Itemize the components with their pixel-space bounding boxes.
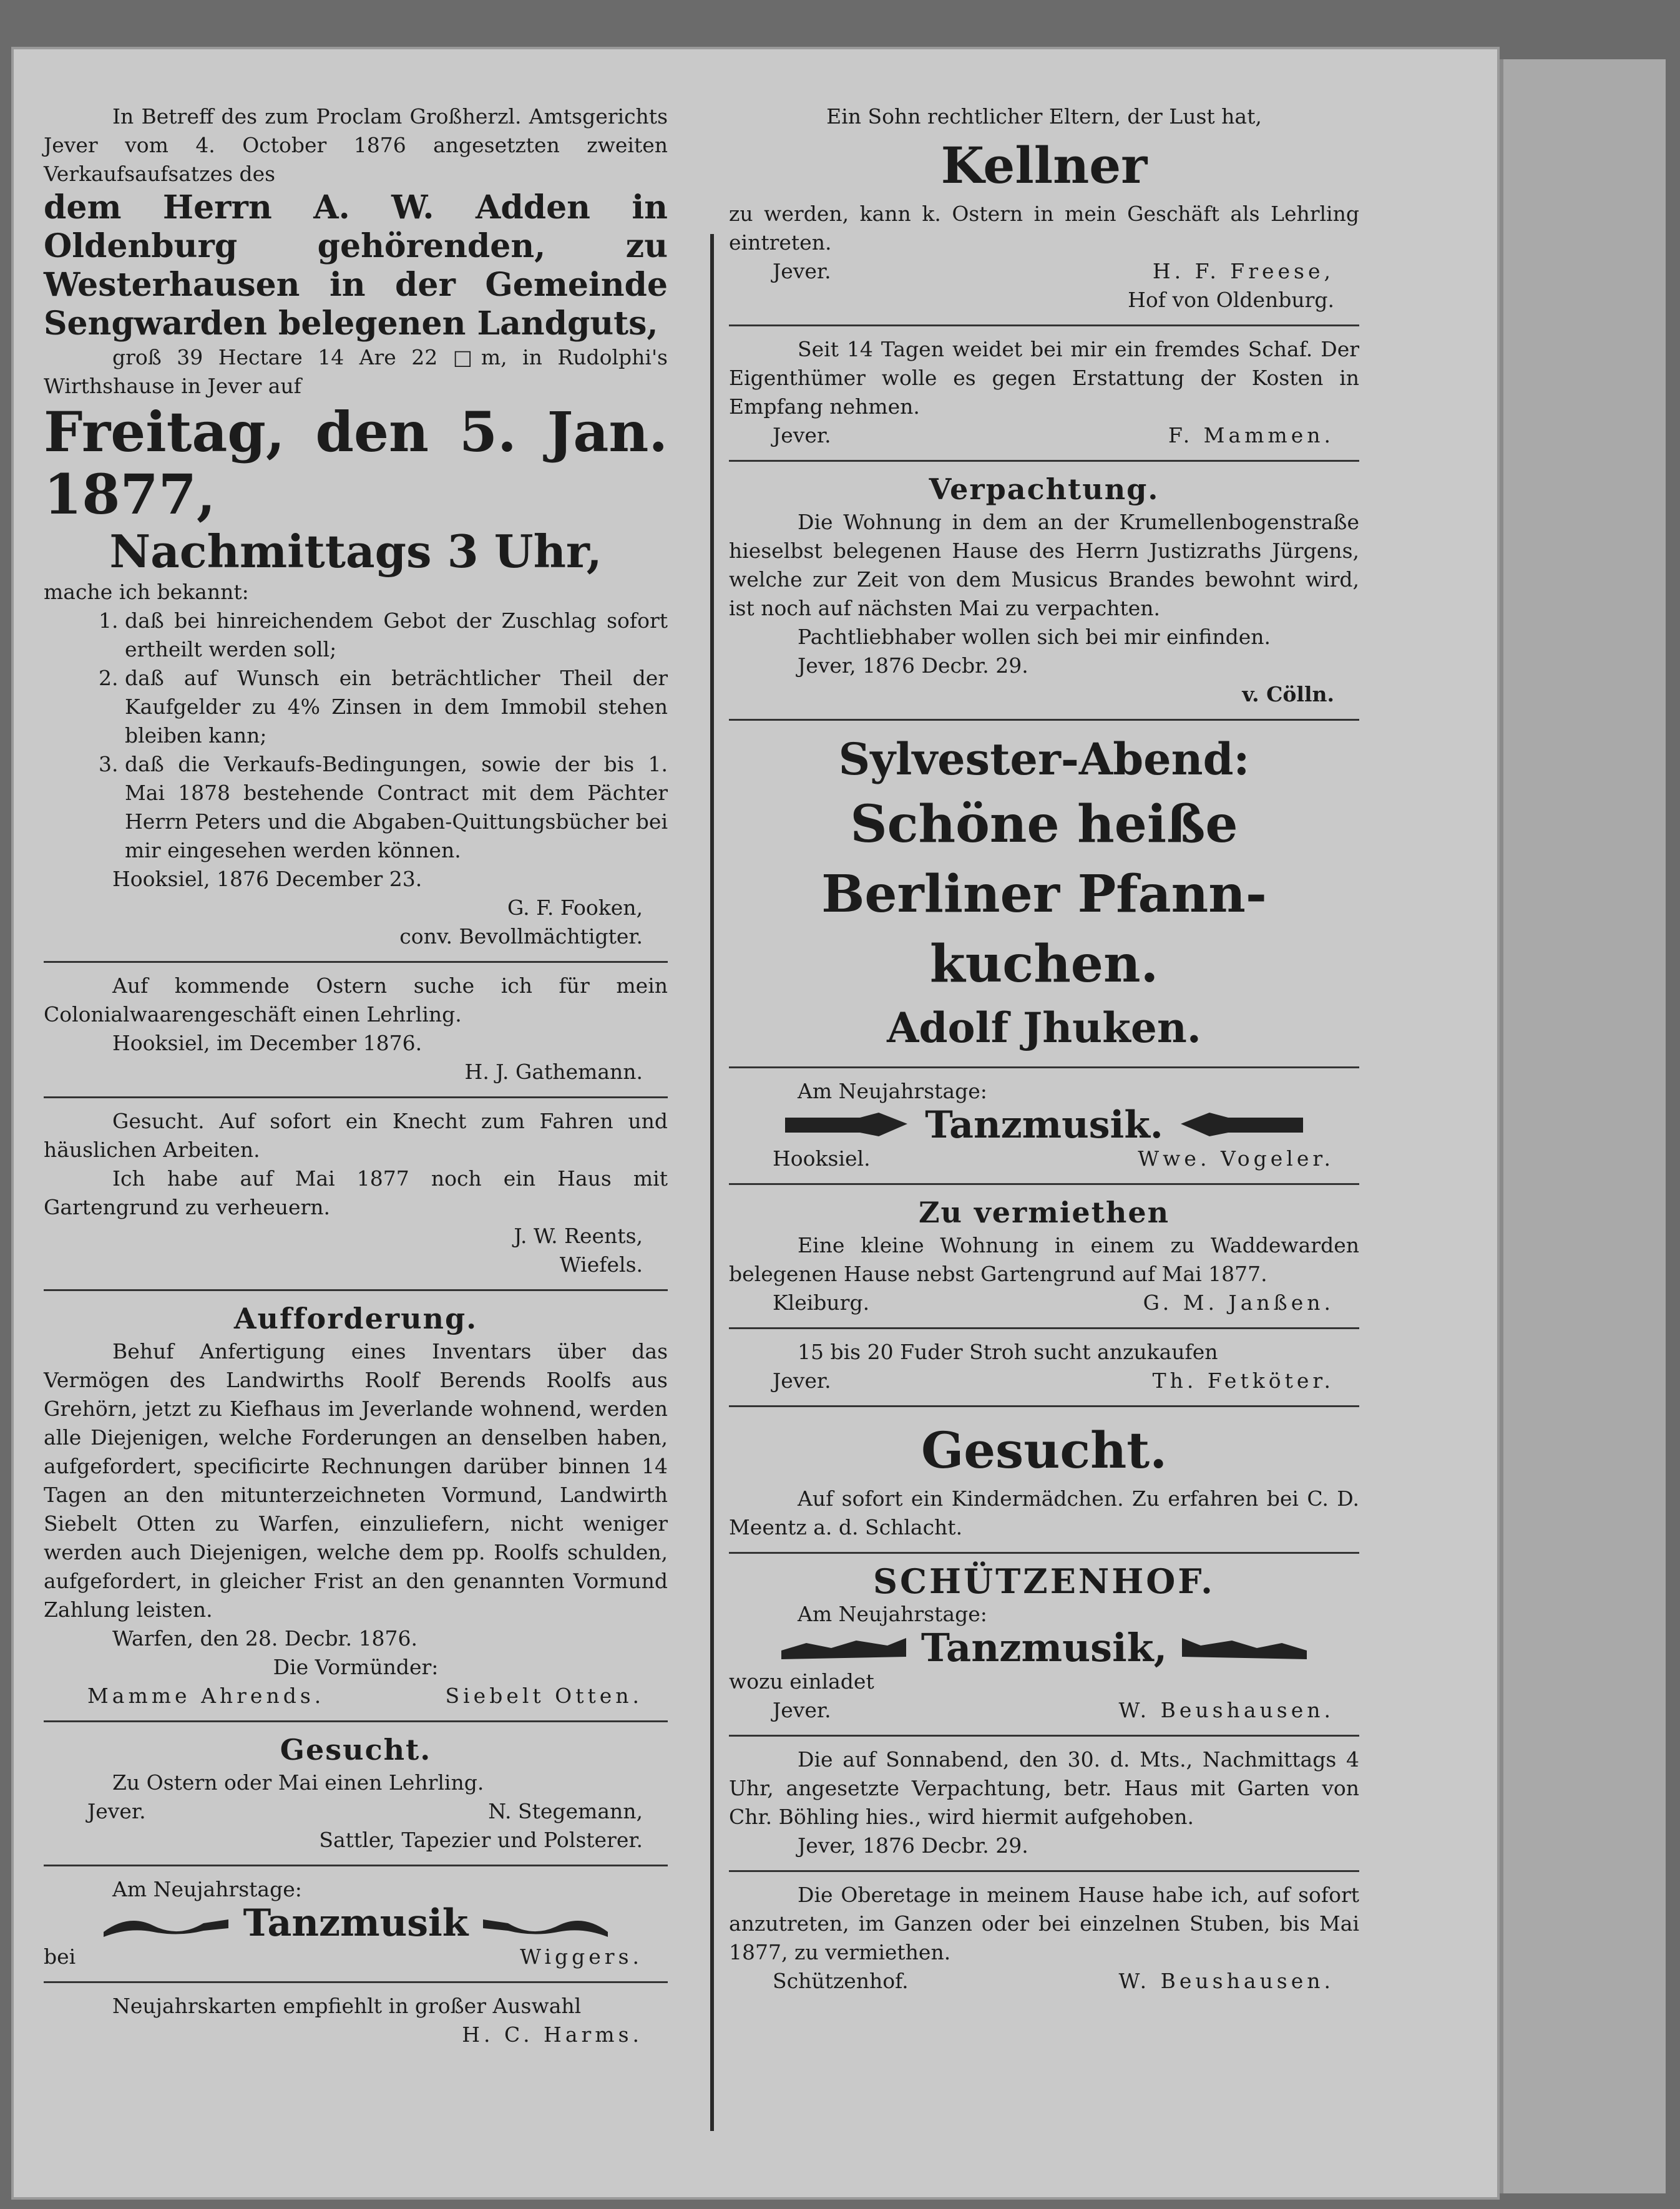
ad-by: wozu einladet bbox=[729, 1669, 874, 1694]
pointing-hand-right-icon bbox=[785, 1109, 910, 1141]
conditions-list bbox=[44, 607, 668, 865]
signature: v. Cölln. bbox=[1242, 682, 1334, 706]
signature-row bbox=[729, 257, 1359, 286]
ad-text: Pachtliebhaber wollen sich bei mir einfinden. bbox=[798, 625, 1271, 649]
ad-sylvester bbox=[729, 721, 1359, 1068]
signature: Wiggers. bbox=[520, 1944, 643, 1969]
auction-time: Nachmittags 3 Uhr, bbox=[109, 525, 602, 578]
tanzmusik-title: Tanzmusik bbox=[243, 1901, 469, 1945]
signature: Adolf Jhuken. bbox=[887, 1003, 1201, 1052]
ad-zu-vermiethen bbox=[729, 1185, 1359, 1329]
tanzmusik-title: Tanzmusik. bbox=[925, 1103, 1163, 1147]
ad-heading: Verpachtung. bbox=[929, 472, 1160, 506]
signature: Mamme Ahrends. bbox=[87, 1684, 325, 1708]
ad-text: Die Wohnung in dem an der Krumellenbogenstraße hieselbst belegenen Hause des Herrn Justizraths Jürgens, welche zur Zeit von dem Musicus Brandes bewohnt wird, ist noch auf nächsten Mai zu verpachten. bbox=[729, 510, 1359, 620]
ad-text: Zu Ostern oder Mai einen Lehrling. bbox=[112, 1770, 484, 1795]
ad-text: Die auf Sonnabend, den 30. d. Mts., Nachmittags 4 Uhr, angesetzte Verpachtung, betr. Haus mit Garten von Chr. Böhling hies., wird hiermit aufgehoben. bbox=[729, 1747, 1359, 1829]
ad-stroh bbox=[729, 1329, 1359, 1407]
ad-kindermaedchen bbox=[729, 1407, 1359, 1554]
signature-place: Wiefels. bbox=[559, 1252, 643, 1277]
signature: J. W. Reents, bbox=[514, 1224, 643, 1248]
tanzmusik-banner bbox=[729, 1103, 1359, 1147]
announce-text: mache ich bekannt: bbox=[44, 580, 249, 604]
ad-aufforderung bbox=[44, 1291, 668, 1722]
signature: Siebelt Otten. bbox=[445, 1684, 643, 1708]
right-column bbox=[729, 94, 1359, 2006]
ad-verpachtung-aufgehoben bbox=[729, 1737, 1359, 1872]
signature-row bbox=[44, 1797, 668, 1826]
ad-heading: Gesucht. bbox=[280, 1733, 432, 1767]
signature: F. Mammen. bbox=[1168, 423, 1334, 447]
ad-line: kuchen. bbox=[929, 934, 1159, 994]
ad-size: groß 39 Hectare 14 Are 22 □m, in Rudolphi's Wirthshause in Jever auf bbox=[44, 345, 668, 398]
signature: G. M. Janßen. bbox=[1143, 1290, 1334, 1315]
ad-heading: Zu vermiethen bbox=[918, 1196, 1170, 1229]
signature-title: Sattler, Tapezier und Polsterer. bbox=[319, 1828, 643, 1852]
ad-place-date: Jever, 1876 Decbr. 29. bbox=[798, 653, 1028, 678]
ad-heading: Aufforderung. bbox=[233, 1302, 478, 1335]
ad-title: Gesucht. bbox=[921, 1421, 1168, 1480]
ad-place: Jever. bbox=[773, 1368, 831, 1393]
signature-title: conv. Bevollmächtigter. bbox=[399, 924, 643, 948]
signature: H. J. Gathemann. bbox=[464, 1060, 643, 1084]
ornament-right-icon bbox=[1182, 1632, 1307, 1664]
list-item: 3. daß die Verkaufs-Bedingungen, sowie der bis 1. Mai 1878 bestehende Contract mit dem Pächter Herrn Peters und die Abgaben-Quittungsbücher bei mir eingesehen werden können. bbox=[125, 750, 668, 865]
auction-date: Freitag, den 5. Jan. 1877, bbox=[44, 399, 668, 527]
ad-schaf bbox=[729, 326, 1359, 462]
ad-text: Gesucht. Auf sofort ein Knecht zum Fahren und häuslichen Arbeiten. bbox=[44, 1109, 668, 1162]
ad-text: Die Oberetage in meinem Hause habe ich, auf sofort anzutreten, im Ganzen oder bei einzelnen Stuben, bis Mai 1877, zu vermiethen. bbox=[729, 1883, 1359, 1964]
ad-tanzmusik-wiggers bbox=[44, 1866, 668, 1983]
ad-place-date: Hooksiel, 1876 December 23. bbox=[112, 867, 422, 891]
ad-neujahrskarten bbox=[44, 1983, 668, 2059]
guardians-label: Die Vormünder: bbox=[273, 1655, 439, 1679]
ad-pre: Am Neujahrstage: bbox=[798, 1079, 987, 1103]
ad-place: Jever. bbox=[773, 423, 831, 447]
ad-title: Kellner bbox=[940, 136, 1148, 195]
ad-place: Hooksiel. bbox=[773, 1146, 871, 1171]
ad-place: Jever. bbox=[87, 1799, 146, 1823]
list-item: 2. daß auf Wunsch ein beträchtlicher Theil der Kaufgelder zu 4% Zinsen in dem Immobil stehen bleiben kann; bbox=[125, 664, 668, 750]
ad-place: Schützenhof. bbox=[773, 1969, 909, 1993]
ad-verpachtung bbox=[729, 462, 1359, 721]
ornament-right-icon bbox=[483, 1907, 608, 1939]
signature-row bbox=[729, 1289, 1359, 1317]
ad-place-date: Jever, 1876 Decbr. 29. bbox=[798, 1833, 1028, 1858]
ad-place: Kleiburg. bbox=[773, 1290, 870, 1315]
ad-pre: Am Neujahrstage: bbox=[112, 1877, 302, 1901]
page-edge bbox=[1500, 59, 1666, 2193]
signature-row bbox=[44, 1682, 668, 1710]
ad-text: Eine kleine Wohnung in einem zu Waddewarden belegenen Hause nebst Gartengrund auf Mai 1877. bbox=[729, 1233, 1359, 1286]
ad-tanzmusik-vogeler bbox=[729, 1068, 1359, 1185]
signature-row bbox=[729, 1367, 1359, 1395]
pointing-hand-left-icon bbox=[1178, 1109, 1303, 1141]
column-divider bbox=[710, 234, 714, 2131]
ornament-left-icon bbox=[104, 1907, 228, 1939]
signature: Wwe. Vogeler. bbox=[1138, 1146, 1334, 1171]
tanzmusik-banner bbox=[729, 1625, 1359, 1670]
ad-text: zu werden, kann k. Ostern in mein Geschäft als Lehrling eintreten. bbox=[729, 202, 1359, 255]
ad-pre: Am Neujahrstage: bbox=[798, 1602, 987, 1626]
ad-by: bei bbox=[44, 1944, 76, 1969]
tanzmusik-title: Tanzmusik, bbox=[921, 1625, 1168, 1670]
ad-oberetage bbox=[729, 1872, 1359, 2006]
ad-line: Sylvester-Abend: bbox=[838, 733, 1250, 785]
signature: H. C. Harms. bbox=[462, 2022, 643, 2047]
signature-place: Hof von Oldenburg. bbox=[1128, 288, 1334, 312]
ad-landgut-auction bbox=[44, 94, 668, 963]
ad-text: Neujahrskarten empfiehlt in großer Auswahl bbox=[112, 1994, 582, 2018]
ad-heading: SCHÜTZENHOF. bbox=[873, 1561, 1215, 1601]
left-column bbox=[44, 94, 668, 2059]
ad-place: Jever. bbox=[773, 259, 831, 283]
signature: W. Beushausen. bbox=[1118, 1969, 1334, 1993]
signature: Th. Fetköter. bbox=[1152, 1368, 1334, 1393]
ad-lehrling-sattler bbox=[44, 1722, 668, 1866]
ad-line: Schöne heiße bbox=[850, 794, 1238, 854]
ad-intro: In Betreff des zum Proclam Großherzl. Amtsgerichts Jever vom 4. October 1876 angesetzten zweiten Verkaufsaufsatzes des bbox=[44, 104, 668, 186]
ad-intro: Ein Sohn rechtlicher Eltern, der Lust hat, bbox=[826, 104, 1262, 129]
ad-lehrling-colonial bbox=[44, 963, 668, 1098]
list-item: 1. daß bei hinreichendem Gebot der Zuschlag sofort ertheilt werden soll; bbox=[125, 607, 668, 664]
ad-bold-heading: dem Herrn A. W. Adden in Oldenburg gehörenden, zu Westerhausen in der Gemeinde Sengwarden belegenen Landguts, bbox=[44, 188, 668, 343]
signature: W. Beushausen. bbox=[1118, 1698, 1334, 1722]
signature-row bbox=[729, 1967, 1359, 1996]
signature-row bbox=[44, 1943, 668, 1971]
signature-row bbox=[729, 1696, 1359, 1725]
ornament-left-icon bbox=[781, 1632, 906, 1664]
signature-row bbox=[729, 1144, 1359, 1173]
tanzmusik-banner bbox=[44, 1901, 668, 1945]
ad-line: Berliner Pfann- bbox=[821, 864, 1267, 924]
ad-knecht-gesucht bbox=[44, 1098, 668, 1291]
ad-text: Behuf Anfertigung eines Inventars über das Vermögen des Landwirths Roolf Berends Roolfs aus Grehörn, jetzt zu Kiefhaus im Jeverlande wohnend, werden alle Diejenigen, welche Forderungen an denselben haben, aufgefordert, specificirte Rechnungen darüber binnen 14 Tagen an den mitunterzeichneten Vormund, Landwirth Siebelt Otten zu Warfen, einzuliefern, nicht weniger werden auch Diejenigen, welche dem pp. Roolfs schulden, aufgefordert, in gleicher Frist an den genannten Vormund Zahlung leisten. bbox=[44, 1339, 668, 1622]
ad-text: Seit 14 Tagen weidet bei mir ein fremdes Schaf. Der Eigenthümer wolle es gegen Erstattung der Kosten in Empfang nehmen. bbox=[729, 337, 1359, 419]
signature: G. F. Fooken, bbox=[507, 895, 643, 920]
signature: H. F. Freese, bbox=[1152, 259, 1334, 283]
signature: N. Stegemann, bbox=[488, 1799, 643, 1823]
ad-text: Auf sofort ein Kindermädchen. Zu erfahren bei C. D. Meentz a. d. Schlacht. bbox=[729, 1486, 1359, 1539]
ad-place-date: Hooksiel, im December 1876. bbox=[112, 1031, 422, 1055]
ad-kellner bbox=[729, 94, 1359, 326]
ad-text: Auf kommende Ostern suche ich für mein Colonialwaarengeschäft einen Lehrling. bbox=[44, 973, 668, 1026]
ad-place-date: Warfen, den 28. Decbr. 1876. bbox=[112, 1626, 418, 1651]
ad-place: Jever. bbox=[773, 1698, 831, 1722]
ad-text: Ich habe auf Mai 1877 noch ein Haus mit Gartengrund zu verheuern. bbox=[44, 1166, 668, 1219]
ad-text: 15 bis 20 Fuder Stroh sucht anzukaufen bbox=[798, 1340, 1218, 1364]
signature-row bbox=[729, 421, 1359, 450]
ad-schuetzenhof bbox=[729, 1554, 1359, 1737]
